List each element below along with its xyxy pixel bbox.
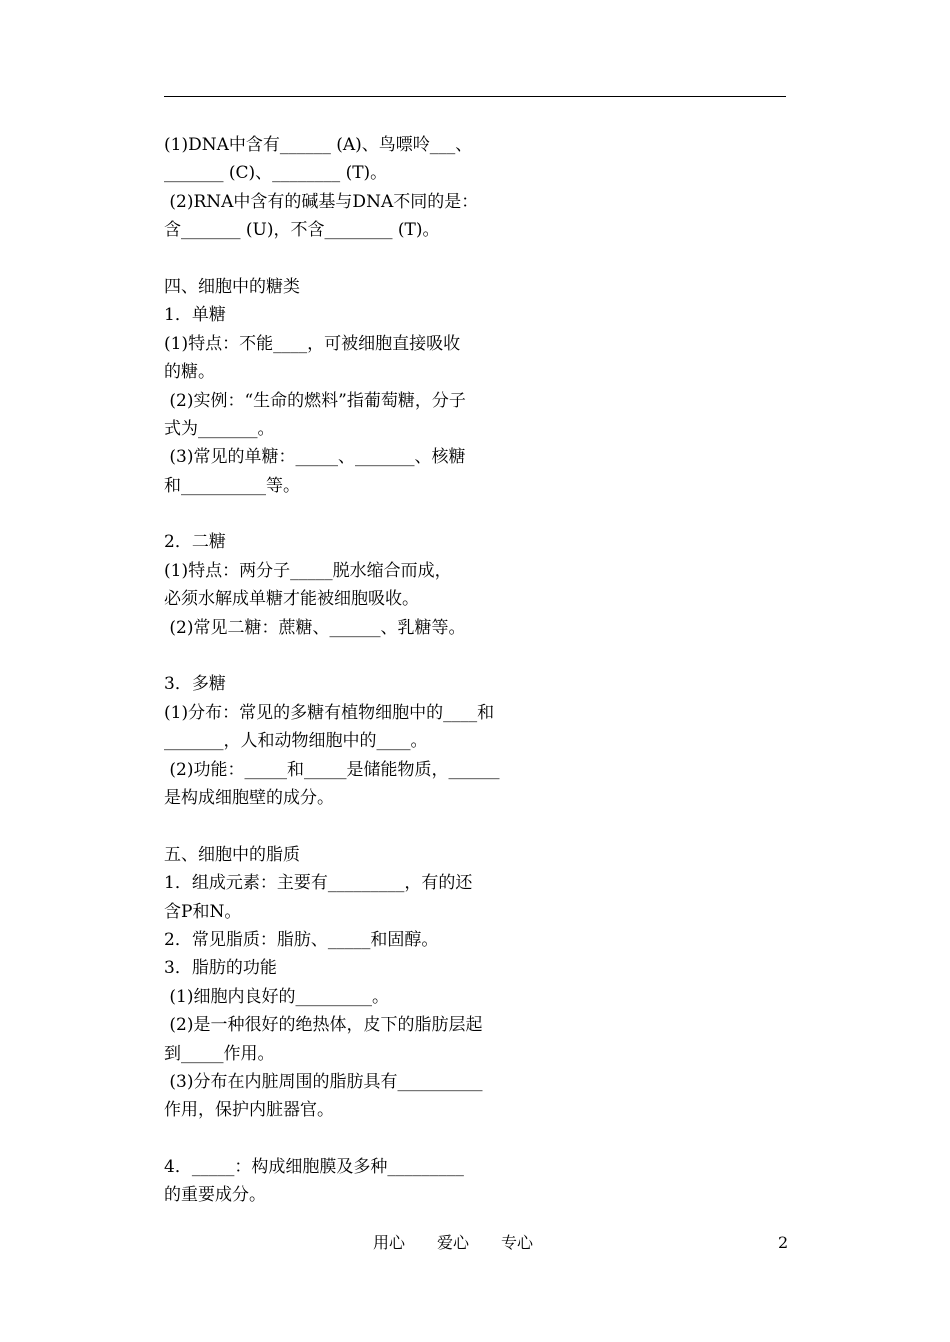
text-line: (1)特点：两分子_____脱水缩合而成， xyxy=(164,560,452,581)
text-line: 2．常见脂质：脂肪、_____和固醇。 xyxy=(164,929,439,950)
footer-slogan: 用心 爱心 专心 xyxy=(373,1233,534,1252)
text-line: (2)是一种很好的绝热体，皮下的脂肪层起 xyxy=(164,1015,483,1036)
worksheet-content xyxy=(164,131,584,1210)
text-line: 和__________等。 xyxy=(164,475,300,496)
blank-line xyxy=(164,642,584,670)
section-heading: 四、细胞中的糖类 xyxy=(164,276,300,297)
text-line: (1)特点：不能____，可被细胞直接吸收 xyxy=(164,333,461,354)
subsection-heading: 2．二糖 xyxy=(164,532,226,553)
text-line: _______ (C)、________ (T)。 xyxy=(164,163,388,184)
text-line: 作用，保护内脏器官。 xyxy=(164,1100,334,1121)
blank-line xyxy=(164,245,584,273)
text-line: (2)功能：_____和_____是储能物质，______ xyxy=(164,759,500,780)
section-heading: 五、细胞中的脂质 xyxy=(164,844,300,865)
page-number: 2 xyxy=(778,1233,789,1252)
text-line: 的糖。 xyxy=(164,362,215,383)
text-line: (3)常见的单糖：_____、_______、核糖 xyxy=(164,447,466,468)
header-rule xyxy=(164,96,786,97)
text-line: (1)DNA中含有______ (A)、鸟嘌呤___、 xyxy=(164,135,473,155)
text-line: 必须水解成单糖才能被细胞吸收。 xyxy=(164,589,419,610)
text-line: _______，人和动物细胞中的____。 xyxy=(164,731,428,752)
text-line: 含_______ (U)，不含________ (T)。 xyxy=(164,220,440,241)
page-footer xyxy=(0,1231,950,1255)
blank-line xyxy=(164,1125,584,1153)
subsection-heading: 3．脂肪的功能 xyxy=(164,958,277,979)
text-line: (3)分布在内脏周围的脂肪具有__________ xyxy=(164,1071,483,1092)
subsection-heading: 1．单糖 xyxy=(164,305,226,326)
text-line: (2)RNA中含有的碱基与DNA不同的是： xyxy=(164,191,479,212)
text-line: 是构成细胞壁的成分。 xyxy=(164,787,334,808)
blank-line xyxy=(164,500,584,528)
text-line: 4．_____：构成细胞膜及多种_________ xyxy=(164,1157,464,1178)
text-line: (1)分布：常见的多糖有植物细胞中的____和 xyxy=(164,702,495,723)
text-line: (2)实例：“生命的燃料”指葡萄糖，分子 xyxy=(164,390,466,411)
text-line: 式为_______。 xyxy=(164,418,275,439)
text-line: 到_____作用。 xyxy=(164,1043,275,1064)
blank-line xyxy=(164,812,584,840)
text-line: 含P和N。 xyxy=(164,901,242,922)
text-line: 1．组成元素：主要有_________，有的还 xyxy=(164,873,473,894)
text-line: 的重要成分。 xyxy=(164,1185,266,1206)
text-line: (2)常见二糖：蔗糖、______、乳糖等。 xyxy=(164,617,466,638)
text-line: (1)细胞内良好的_________。 xyxy=(164,986,389,1007)
subsection-heading: 3．多糖 xyxy=(164,674,226,695)
